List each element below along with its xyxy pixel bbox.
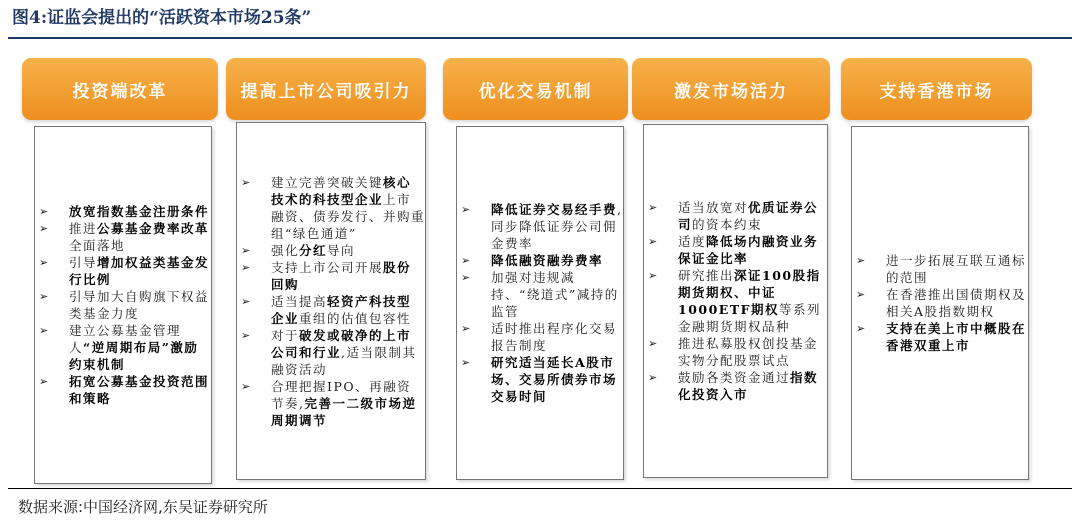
item-text: 鼓励各类资金通过 (678, 370, 791, 385)
item-text: 重组的估值包容性 (299, 310, 412, 326)
list-item (35, 254, 211, 288)
list-item (35, 322, 211, 373)
column-panel (456, 126, 624, 480)
column-header: 激发市场活力 (632, 58, 830, 120)
list-item (237, 174, 425, 242)
column-panel (851, 126, 1029, 480)
bold-text: 增加权益类基金发行比例 (69, 255, 210, 287)
arrow-bullet-icon: ➢ (856, 322, 867, 335)
list-item (644, 335, 827, 369)
arrow-bullet-icon: ➢ (39, 375, 50, 388)
item-text: 建立公募基金管理人 (69, 323, 182, 355)
arrow-bullet-icon: ➢ (241, 379, 252, 393)
list-item (237, 242, 425, 259)
list-item (644, 267, 827, 335)
bold-text: 研究适当延长A股市场、交易所债券市场交易时间 (491, 355, 618, 404)
arrow-bullet-icon: ➢ (461, 356, 472, 369)
list-item (852, 320, 1028, 354)
bold-text: 降低证券交易经手费 (491, 202, 618, 217)
item-text: 对于 (271, 327, 300, 343)
source-note: 数据来源:中国经济网,东吴证券研究所 (18, 498, 268, 516)
column-header: 支持香港市场 (841, 58, 1032, 120)
bold-text: 指数化投资入市 (678, 370, 819, 402)
bold-text: 股份回购 (271, 259, 412, 292)
list-item (35, 288, 211, 322)
item-text: 进一步拓展互联互通标的范围 (886, 253, 1027, 285)
item-text: 适时推出程序化交易报告制度 (491, 321, 618, 353)
column-header: 提高上市公司吸引力 (226, 58, 426, 120)
item-text: 引导 (69, 255, 98, 270)
arrow-bullet-icon: ➢ (648, 371, 659, 384)
arrow-bullet-icon: ➢ (39, 256, 50, 269)
bold-text: 降低融资融券费率 (491, 253, 604, 268)
list-item (237, 327, 425, 378)
column-panel (34, 126, 212, 484)
list-item (237, 293, 425, 327)
list-item (852, 286, 1028, 320)
item-text: 强化 (271, 242, 300, 258)
list-item (237, 378, 425, 429)
item-text: 的资本约束 (692, 217, 763, 232)
arrow-bullet-icon: ➢ (241, 260, 252, 274)
list-item (644, 369, 827, 403)
item-text: 支持上市公司开展 (271, 259, 384, 275)
arrow-bullet-icon: ➢ (39, 324, 50, 337)
arrow-bullet-icon: ➢ (461, 254, 472, 267)
arrow-bullet-icon: ➢ (461, 271, 472, 284)
arrow-bullet-icon: ➢ (241, 294, 252, 308)
list-item (457, 201, 623, 252)
list-item (644, 199, 827, 233)
bold-text: 分红 (299, 242, 328, 258)
item-text: 加强对违规减持、“绕道式”减持的监管 (491, 270, 619, 319)
item-text: 适当提高 (271, 293, 328, 309)
bold-text: 优质证券公司 (678, 200, 819, 232)
column-panel (236, 122, 426, 480)
arrow-bullet-icon: ➢ (39, 222, 50, 235)
column-panel (643, 124, 828, 478)
bold-text: 放宽指数基金注册条件 (69, 204, 210, 219)
list-item (644, 233, 827, 267)
arrow-bullet-icon: ➢ (856, 288, 867, 301)
list-item (35, 373, 211, 407)
item-text: 全面落地 (69, 238, 126, 253)
list-item (457, 354, 623, 405)
column-header: 投资端改革 (22, 58, 218, 120)
title-rule (8, 37, 1072, 39)
item-text: 适当放宽对 (678, 200, 749, 215)
list-item (457, 269, 623, 320)
bold-text: 深证100股指期货期权、中证1000ETF期权 (678, 268, 821, 317)
item-text: 等系列金融期货期权品种 (678, 302, 822, 334)
figure-title: 图4:证监会提出的“活跃资本市场25条” (12, 8, 312, 28)
arrow-bullet-icon: ➢ (39, 205, 50, 218)
bold-text: 公募基金费率改革 (97, 221, 210, 236)
bold-text: 拓宽公募基金投资范围和策略 (69, 374, 210, 406)
item-text: 合理把握IPO、再融资节奏, (271, 378, 412, 411)
item-text: 上市融资、债券发行、并购重组“绿色通道” (271, 191, 426, 241)
column-header: 优化交易机制 (443, 58, 628, 120)
bold-text: 破发或破净的上市公司和行业 (271, 327, 412, 360)
arrow-bullet-icon: ➢ (648, 201, 659, 214)
arrow-bullet-icon: ➢ (856, 254, 867, 267)
arrow-bullet-icon: ➢ (461, 203, 472, 216)
bold-text: 完善一二级市场逆周期调节 (271, 395, 417, 428)
item-text: 推进私募股权创投基金实物分配股票试点 (678, 336, 819, 368)
arrow-bullet-icon: ➢ (648, 337, 659, 350)
list-item (852, 252, 1028, 286)
bold-text: “逆周期布局”激励约束机制 (69, 340, 199, 372)
bullet-list (35, 203, 211, 407)
arrow-bullet-icon: ➢ (648, 269, 659, 282)
item-text: 建立完善突破关键 (271, 174, 384, 190)
item-text: 推进 (69, 221, 98, 236)
arrow-bullet-icon: ➢ (241, 328, 252, 342)
item-text: 适度 (678, 234, 707, 249)
arrow-bullet-icon: ➢ (648, 235, 659, 248)
bold-text: 降低场内融资业务保证金比率 (678, 234, 819, 266)
bold-text: 支持在美上市中概股在香港双重上市 (886, 321, 1027, 353)
arrow-bullet-icon: ➢ (461, 322, 472, 335)
bullet-list (237, 174, 425, 429)
list-item (457, 252, 623, 269)
arrow-bullet-icon: ➢ (241, 243, 252, 257)
bullet-list (852, 252, 1028, 354)
list-item (35, 203, 211, 220)
source-rule (8, 488, 1072, 489)
arrow-bullet-icon: ➢ (39, 290, 50, 303)
bold-text: 轻资产科技型企业 (271, 293, 412, 326)
item-text: 在香港推出国债期权及相关A股指数期权 (886, 287, 1027, 319)
bullet-list (644, 199, 827, 403)
item-text: ,适当限制其融资活动 (271, 344, 417, 377)
list-item (237, 259, 425, 293)
bullet-list (457, 201, 623, 405)
arrow-bullet-icon: ➢ (241, 175, 252, 189)
list-item (35, 220, 211, 254)
item-text: ,同步降低证券公司佣金费率 (491, 202, 623, 251)
bold-text: 核心技术的科技型企业 (271, 174, 412, 207)
list-item (457, 320, 623, 354)
item-text: 导向 (327, 242, 356, 258)
item-text: 引导加大自购旗下权益类基金力度 (69, 289, 210, 321)
item-text: 研究推出 (678, 268, 735, 283)
